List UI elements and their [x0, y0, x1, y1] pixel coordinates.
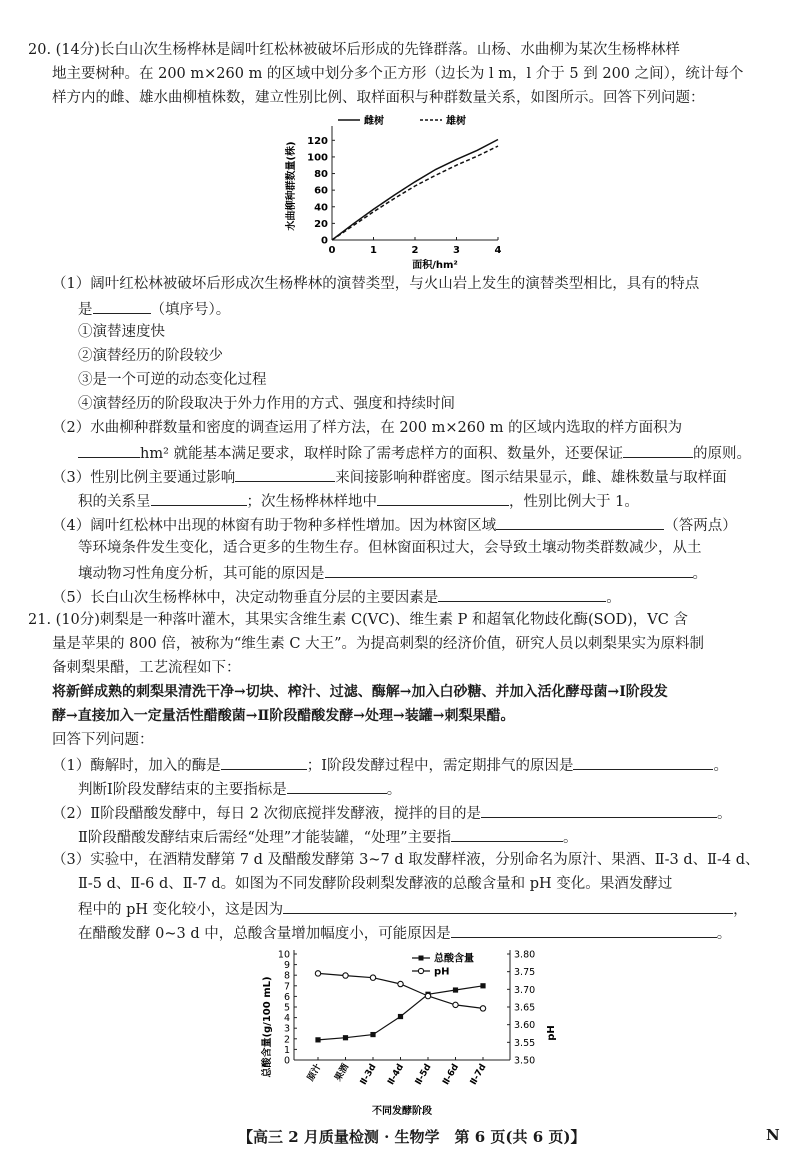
legend-label-male: 雄树	[446, 116, 466, 127]
q20-4-text-d: 。	[692, 566, 707, 582]
right-y-tick-label: 3.80	[514, 949, 536, 961]
q20-4-text-b: （答两点）	[664, 518, 737, 534]
q21-3-text-b: ，	[733, 902, 748, 918]
q21-1-line2	[78, 778, 401, 800]
data-point-acid	[398, 1014, 403, 1019]
data-point-acid	[315, 1037, 320, 1042]
q20-3-line1	[52, 466, 727, 488]
q21-3-text-c: 在醋酸发酵 0~3 d 中，总酸含量增加幅度小，可能原因是	[78, 926, 451, 942]
q20-3-text-c: 积的关系呈	[78, 494, 151, 510]
q21-2-text-b: 。	[717, 806, 732, 822]
series-line-male	[332, 146, 498, 240]
legend-marker-acid	[419, 956, 424, 961]
right-y-tick-label: 3.65	[514, 1002, 536, 1014]
q20-1-line2	[78, 298, 230, 320]
x-tick-label: 0	[328, 245, 336, 256]
y-tick-label: 20	[314, 218, 328, 230]
left-y-tick-label: 1	[283, 1044, 290, 1056]
answer-blank[interactable]	[78, 442, 140, 458]
q21-stem-line3: 备刺梨果醋，工艺流程如下：	[52, 660, 241, 676]
q20-4-text-a: （4）阔叶红松林中出现的林窗有助于物种多样性增加。因为林窗区域	[52, 518, 497, 534]
answer-blank[interactable]	[496, 514, 664, 530]
x-tick-label: Ⅱ-5d	[413, 1062, 434, 1087]
x-tick-label: 原汁	[305, 1062, 324, 1084]
right-y-tick-label: 3.60	[514, 1020, 536, 1032]
q21-1-text-c: 。	[713, 758, 728, 774]
data-point-ph	[453, 1002, 458, 1007]
data-point-acid	[370, 1032, 375, 1037]
q21-stem-line1: 21. (10分)刺梨是一种落叶灌木，其果实含维生素 C(VC)、维生素 P 和超氧化物歧化酶(SOD)，VC 含	[28, 612, 688, 628]
q21-1-text-b: ；Ⅰ阶段发酵过程中，需定期排气的原因是	[306, 758, 574, 774]
q20-3-text-b: 来间接影响种群密度。图示结果显示，雌、雄株数量与取样面	[335, 470, 727, 486]
answer-blank[interactable]	[221, 754, 307, 770]
q21-2-text-a: （2）Ⅱ阶段醋酸发酵中，每日 2 次彻底搅拌发酵液，搅拌的目的是	[52, 806, 482, 822]
legend-label-ph: pH	[434, 966, 450, 978]
y-axis-label: 水曲柳种群数量(株)	[286, 141, 297, 231]
q20-4-line3	[78, 562, 707, 584]
legend-marker-ph	[418, 968, 423, 973]
data-point-acid	[480, 983, 485, 988]
y-tick-label: 80	[314, 169, 328, 181]
q21-1-line1	[52, 754, 728, 776]
data-point-ph	[398, 981, 403, 986]
x-tick-label: 1	[370, 245, 377, 256]
q21-flow-line2: 酵→直接加入一定量活性醋酸菌→Ⅱ阶段醋酸发酵→处理→装罐→刺梨果醋。	[52, 708, 515, 724]
q21-2-text-d: 。	[563, 830, 578, 846]
q21-1-text-d: 判断Ⅰ阶段发酵结束的主要指标是	[78, 782, 287, 798]
y-tick-label: 120	[307, 135, 328, 147]
q21-2-line2	[78, 826, 578, 848]
q20-1-text-post: （填序号）。	[150, 302, 231, 318]
answer-blank[interactable]	[451, 826, 563, 842]
q20-4-line2: 等环境条件发生变化，适合更多的生物生存。但林窗面积过大，会导致土壤动物类群数减少，从土	[78, 540, 702, 556]
legend-label-female: 雌树	[364, 116, 384, 127]
x-tick-label: Ⅱ-3d	[358, 1062, 379, 1087]
q20-4-line1	[52, 514, 737, 536]
q21-3-line2: Ⅱ-5 d、Ⅱ-6 d、Ⅱ-7 d。如图为不同发酵阶段刺梨发酵液的总酸含量和 pH 变化。果酒发酵过	[78, 876, 673, 892]
q20-3-text-d: ；次生杨桦林样地中	[246, 494, 377, 510]
x-tick-label: Ⅱ-4d	[386, 1062, 407, 1087]
q20-3-text-e: ，性别比例大于 1。	[509, 494, 639, 510]
data-point-ph	[480, 1006, 485, 1011]
y-tick-label: 100	[307, 152, 328, 164]
left-y-tick-label: 8	[283, 970, 290, 982]
answer-blank[interactable]	[235, 466, 335, 482]
answer-blank[interactable]	[93, 298, 151, 314]
answer-blank[interactable]	[623, 442, 693, 458]
q20-1-option: ②演替经历的阶段较少	[78, 348, 223, 364]
q20-1-text-pre: 是	[78, 302, 93, 318]
page-footer: 【高三 2 月质量检测 · 生物学 第 6 页(共 6 页)】	[238, 1128, 586, 1146]
data-point-ph	[425, 993, 430, 998]
q20-1-option: ①演替速度快	[78, 324, 165, 340]
q21-1-text-a: （1）酶解时，加入的酶是	[52, 758, 221, 774]
right-y-tick-label: 3.55	[514, 1037, 536, 1049]
y-tick-label: 40	[314, 202, 328, 214]
x-tick-label: 4	[494, 245, 502, 256]
answer-blank[interactable]	[377, 490, 509, 506]
q20-5-text-b: 。	[606, 590, 621, 606]
x-tick-label: 果酒	[333, 1062, 352, 1084]
data-point-ph	[370, 975, 375, 980]
q20-1-option: ③是一个可逆的动态变化过程	[78, 372, 267, 388]
y-tick-label: 60	[314, 185, 328, 197]
series-line-acid	[318, 986, 483, 1040]
right-y-tick-label: 3.75	[514, 967, 536, 979]
left-y-tick-label: 4	[283, 1013, 290, 1025]
y-tick-label: 0	[321, 235, 328, 247]
q20-1-line1: （1）阔叶红松林被破坏后形成次生杨桦林的演替类型，与火山岩上发生的演替类型相比，具有的特点	[52, 276, 700, 292]
x-tick-label: Ⅱ-7d	[468, 1062, 489, 1087]
data-point-ph	[343, 973, 348, 978]
answer-blank[interactable]	[573, 754, 713, 770]
left-y-tick-label: 7	[283, 981, 290, 993]
left-y-tick-label: 2	[283, 1034, 290, 1046]
q21-3-text-a: 程中的 pH 变化较小，这是因为	[78, 902, 284, 918]
answer-blank[interactable]	[325, 562, 693, 578]
page-mark: N	[766, 1126, 780, 1144]
answer-blank[interactable]	[438, 586, 606, 602]
answer-blank[interactable]	[481, 802, 717, 818]
chart-acid-ph-by-stage	[240, 946, 570, 1118]
x-tick-label: Ⅱ-6d	[441, 1062, 462, 1087]
left-y-axis-label: 总酸含量(g/100 mL)	[262, 976, 273, 1078]
answer-blank[interactable]	[283, 898, 733, 914]
q20-5-line	[52, 586, 621, 608]
q20-stem-line3: 样方内的雌、雄水曲柳植株数，建立性别比例、取样面积与种群数量关系，如图所示。回答下列问题：	[52, 90, 705, 106]
q20-3-line2	[78, 490, 639, 512]
left-y-tick-label: 6	[283, 991, 290, 1003]
chart-population-vs-area	[280, 112, 520, 272]
x-axis-label: 不同发酵阶段	[372, 1106, 432, 1117]
q20-stem-line2: 地主要树种。在 200 m×260 m 的区域中划分多个正方形（边长为 l m，l 介于 5 到 200 之间），统计每个	[52, 66, 744, 82]
q20-1-option: ④演替经历的阶段取决于外力作用的方式、强度和持续时间	[78, 396, 455, 412]
x-tick-label: 2	[411, 245, 419, 256]
q21-3-text-d: 。	[716, 926, 732, 942]
q21-flow-line1: 将新鲜成熟的刺梨果清洗干净→切块、榨汁、过滤、酶解→加入白砂糖、并加入活化酵母菌→Ⅰ阶段发	[52, 684, 668, 700]
series-line-female	[332, 140, 498, 241]
q20-4-text-c: 壤动物习性角度分析，其可能的原因是	[78, 566, 325, 582]
right-y-tick-label: 3.70	[514, 984, 536, 996]
answer-blank[interactable]	[451, 922, 717, 938]
q21-2-text-c: Ⅱ阶段醋酸发酵结束后需经“处理”才能装罐，“处理”主要指	[78, 830, 452, 846]
q21-2-line1	[52, 802, 732, 824]
q20-2-line1: （2）水曲柳种群数量和密度的调查运用了样方法，在 200 m×260 m 的区域内选取的样方面积为	[52, 420, 683, 436]
data-point-ph	[315, 971, 320, 976]
answer-blank[interactable]	[287, 778, 387, 794]
left-y-tick-label: 9	[283, 960, 290, 972]
right-y-axis-label: pH	[546, 1025, 557, 1041]
x-tick-label: 3	[453, 245, 460, 256]
q20-stem-line1: 20. (14分)长白山次生杨桦林是阔叶红松林被破坏后形成的先锋群落。山杨、水曲柳为某次生杨桦林样	[28, 42, 680, 58]
q21-3-line1: （3）实验中，在酒精发酵第 7 d 及醋酸发酵第 3~7 d 取发酵样液，分别命名为原汁、果酒、Ⅱ-3 d、Ⅱ-4 d、	[52, 852, 760, 868]
q21-3-line3	[78, 898, 748, 920]
left-y-tick-label: 0	[283, 1055, 290, 1067]
q21-1-text-e: 。	[386, 782, 402, 798]
left-y-tick-label: 10	[277, 949, 290, 961]
left-y-tick-label: 5	[283, 1002, 290, 1014]
x-axis-label: 面积/hm²	[412, 260, 458, 271]
q21-3-line4	[78, 922, 731, 944]
right-y-tick-label: 3.50	[514, 1055, 536, 1067]
q20-2-text-a: hm² 就能基本满足要求，取样时除了需考虑样方的面积、数量外，还要保证	[140, 446, 624, 462]
data-point-acid	[453, 987, 458, 992]
q20-3-text-a: （3）性别比例主要通过影响	[52, 470, 236, 486]
q20-5-text-a: （5）长白山次生杨桦林中，决定动物垂直分层的主要因素是	[52, 590, 439, 606]
left-y-tick-label: 3	[283, 1023, 290, 1035]
q21-answer-prompt: 回答下列问题：	[52, 732, 154, 748]
q20-2-text-b: 的原则。	[693, 446, 752, 462]
q21-stem-line2: 量是苹果的 800 倍，被称为“维生素 C 大王”。为提高刺梨的经济价值，研究人员以刺梨果实为原料制	[52, 636, 705, 652]
answer-blank[interactable]	[151, 490, 247, 506]
data-point-acid	[343, 1035, 348, 1040]
legend-label-acid: 总酸含量	[434, 953, 474, 965]
q20-2-line2	[78, 442, 751, 464]
